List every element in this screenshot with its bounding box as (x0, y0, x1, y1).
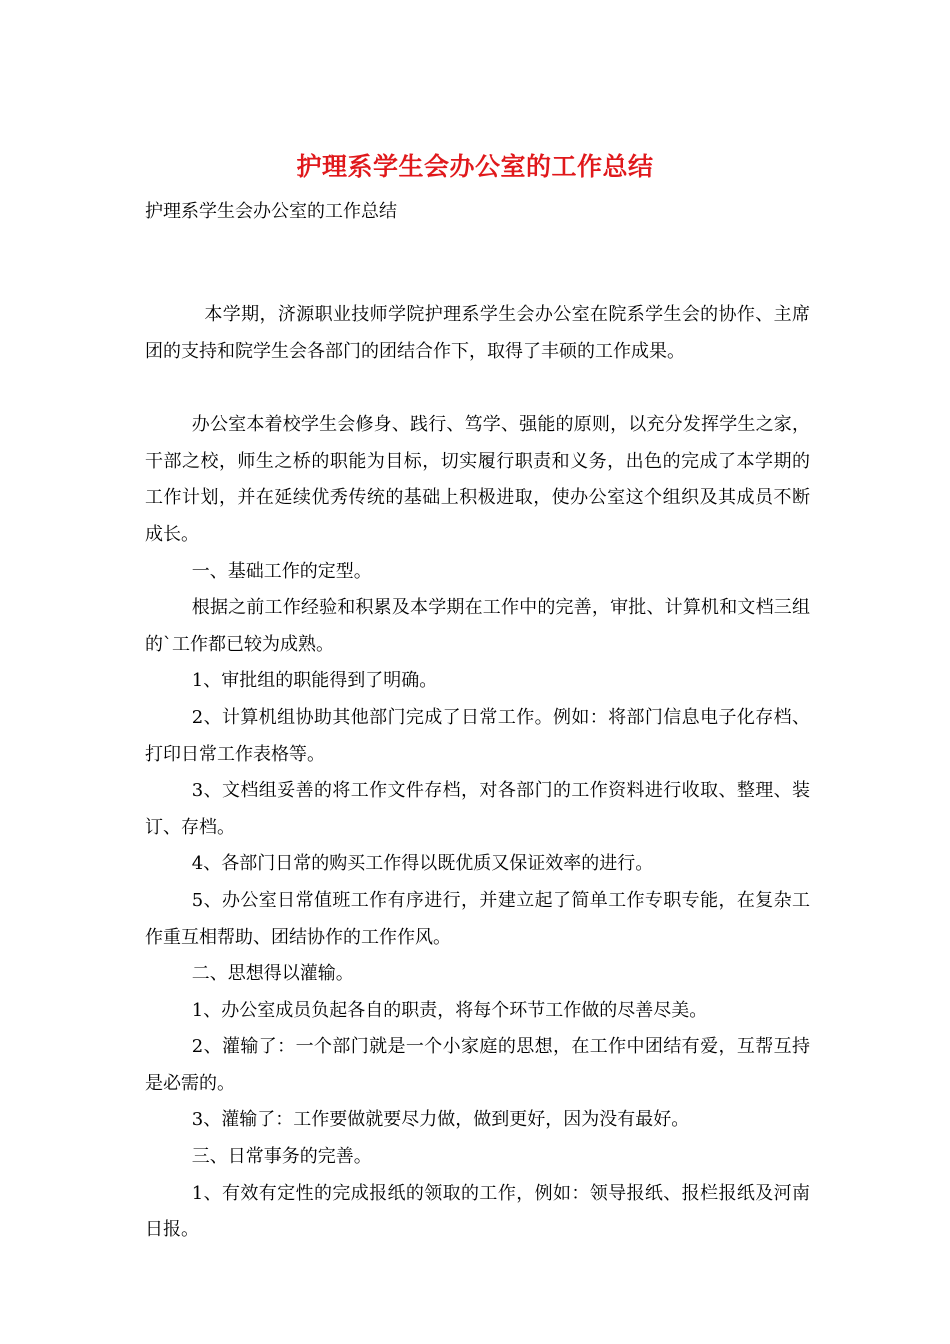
list-item: 1、有效有定性的完成报纸的领取的工作，例如：领导报纸、报栏报纸及河南日报。 (145, 1182, 810, 1241)
paragraph: 本学期，济源职业技师学院护理系学生会办公室在院系学生会的协作、主席团的支持和院学生会各部门的团结合作下，取得了丰硕的工作成果。 (145, 304, 810, 362)
list-item: 1、办公室成员负起各自的职责，将每个环节工作做的尽善尽美。 (191, 999, 708, 1021)
list-item: 1、审批组的职能得到了明确。 (191, 670, 438, 692)
paragraph-gap (145, 370, 810, 407)
list-item: 3、灌输了：工作要做就要尽力做，做到更好，因为没有最好。 (191, 1109, 690, 1131)
list-item: 5、办公室日常值班工作有序进行，并建立起了简单工作专职专能，在复杂工作重互相帮助、团结协作的工作作风。 (145, 889, 810, 948)
list-item: 2、灌输了：一个部门就是一个小家庭的思想，在工作中团结有爱，互帮互持是必需的。 (145, 1036, 810, 1094)
section-heading: 二、思想得以灌输。 (191, 963, 354, 985)
document-subtitle: 护理系学生会办公室的工作总结 (145, 201, 397, 222)
list-item: 3、文档组妥善的将工作文件存档，对各部门的工作资料进行收取、整理、装订、存档。 (145, 780, 810, 838)
document-body (145, 297, 810, 1249)
paragraph: 根据之前工作经验和积累及本学期在工作中的完善，审批、计算机和文档三组的`工作都已较为成熟。 (145, 597, 810, 655)
document-title: 护理系学生会办公室的工作总结 (296, 152, 654, 181)
list-item: 2、计算机组协助其他部门完成了日常工作。例如：将部门信息电子化存档、打印日常工作表格等。 (145, 706, 810, 765)
section-heading: 一、基础工作的定型。 (191, 560, 372, 582)
list-item: 4、各部门日常的购买工作得以既优质又保证效率的进行。 (191, 853, 654, 875)
section-heading: 三、日常事务的完善。 (191, 1146, 372, 1168)
paragraph: 办公室本着校学生会修身、践行、笃学、强能的原则，以充分发挥学生之家，干部之校，师生之桥的职能为目标，切实履行职责和义务，出色的完成了本学期的工作计划，并在延续优秀传统的基础上积极进取，使办公室这个组织及其成员不断成长。 (145, 414, 810, 545)
